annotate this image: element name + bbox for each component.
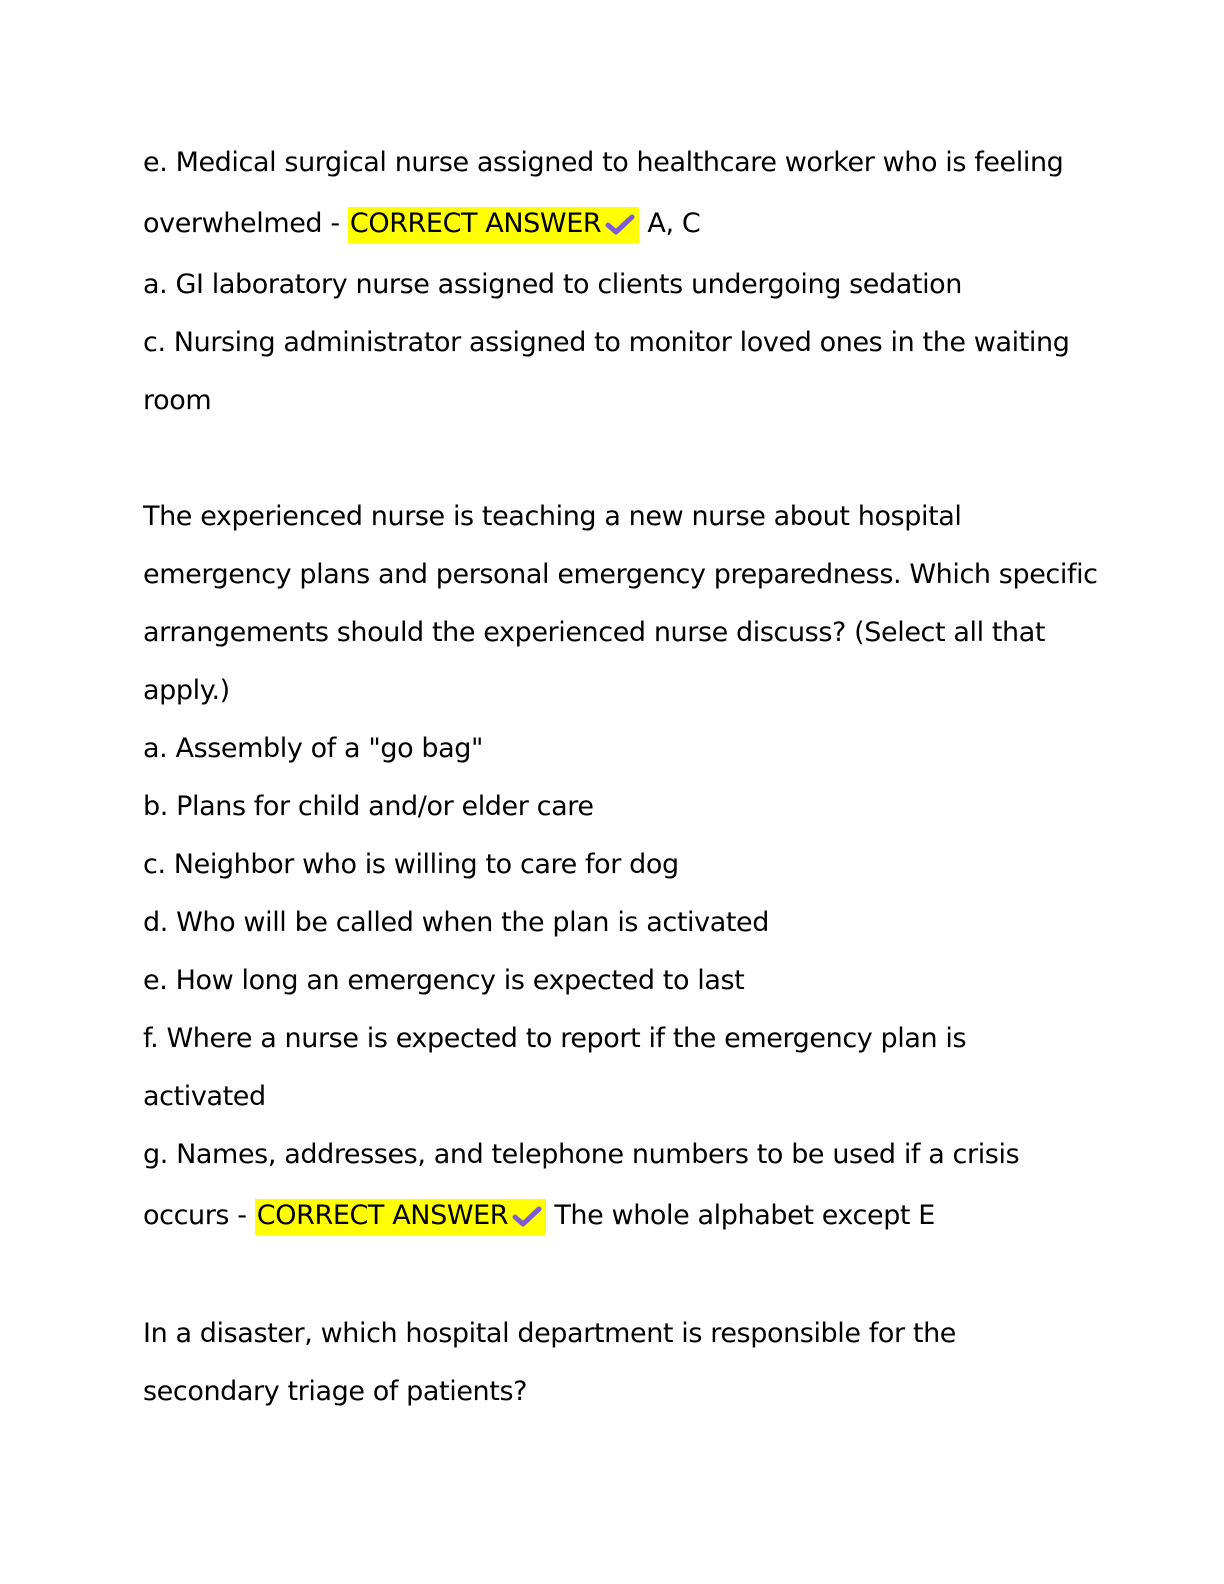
option-line: d. Who will be called when the plan is activated [143, 907, 770, 938]
option-line: e. How long an emergency is expected to last [143, 965, 745, 996]
correct-answer-highlight [255, 1199, 546, 1235]
option-line: a. Assembly of a "go bag" [143, 733, 484, 764]
text-line: c. Nursing administrator assigned to monitor loved ones in the waiting [143, 327, 1070, 358]
check-icon [605, 213, 635, 235]
text-segment: occurs - [143, 1200, 255, 1231]
option-line: f. Where a nurse is expected to report if the emergency plan is [143, 1023, 967, 1054]
option-line: c. Neighbor who is willing to care for dog [143, 849, 679, 880]
question-line: The experienced nurse is teaching a new nurse about hospital [143, 501, 962, 532]
option-line: b. Plans for child and/or elder care [143, 791, 594, 822]
correct-answer-highlight [348, 207, 639, 243]
option-line: g. Names, addresses, and telephone numbers to be used if a crisis [143, 1139, 1020, 1170]
text-line: a. GI laboratory nurse assigned to clients undergoing sedation [143, 269, 963, 300]
answer-text: The whole alphabet except E [546, 1200, 935, 1231]
text-segment: overwhelmed - [143, 208, 348, 239]
question-line: secondary triage of patients? [143, 1376, 528, 1407]
question-line: In a disaster, which hospital department is responsible for the [143, 1318, 957, 1349]
text-line: e. Medical surgical nurse assigned to healthcare worker who is feeling [143, 147, 1064, 178]
question-line: emergency plans and personal emergency preparedness. Which specific [143, 559, 1098, 590]
answer-line [143, 207, 700, 243]
option-line: activated [143, 1081, 266, 1112]
question-line: arrangements should the experienced nurse discuss? (Select all that [143, 617, 1046, 648]
answer-line [143, 1199, 935, 1235]
question-line: apply.) [143, 675, 230, 706]
check-icon [512, 1205, 542, 1227]
text-line: room [143, 385, 212, 416]
correct-answer-label: CORRECT ANSWER [349, 208, 602, 239]
correct-answer-label: CORRECT ANSWER [256, 1200, 509, 1231]
answer-text: A, C [639, 208, 701, 239]
